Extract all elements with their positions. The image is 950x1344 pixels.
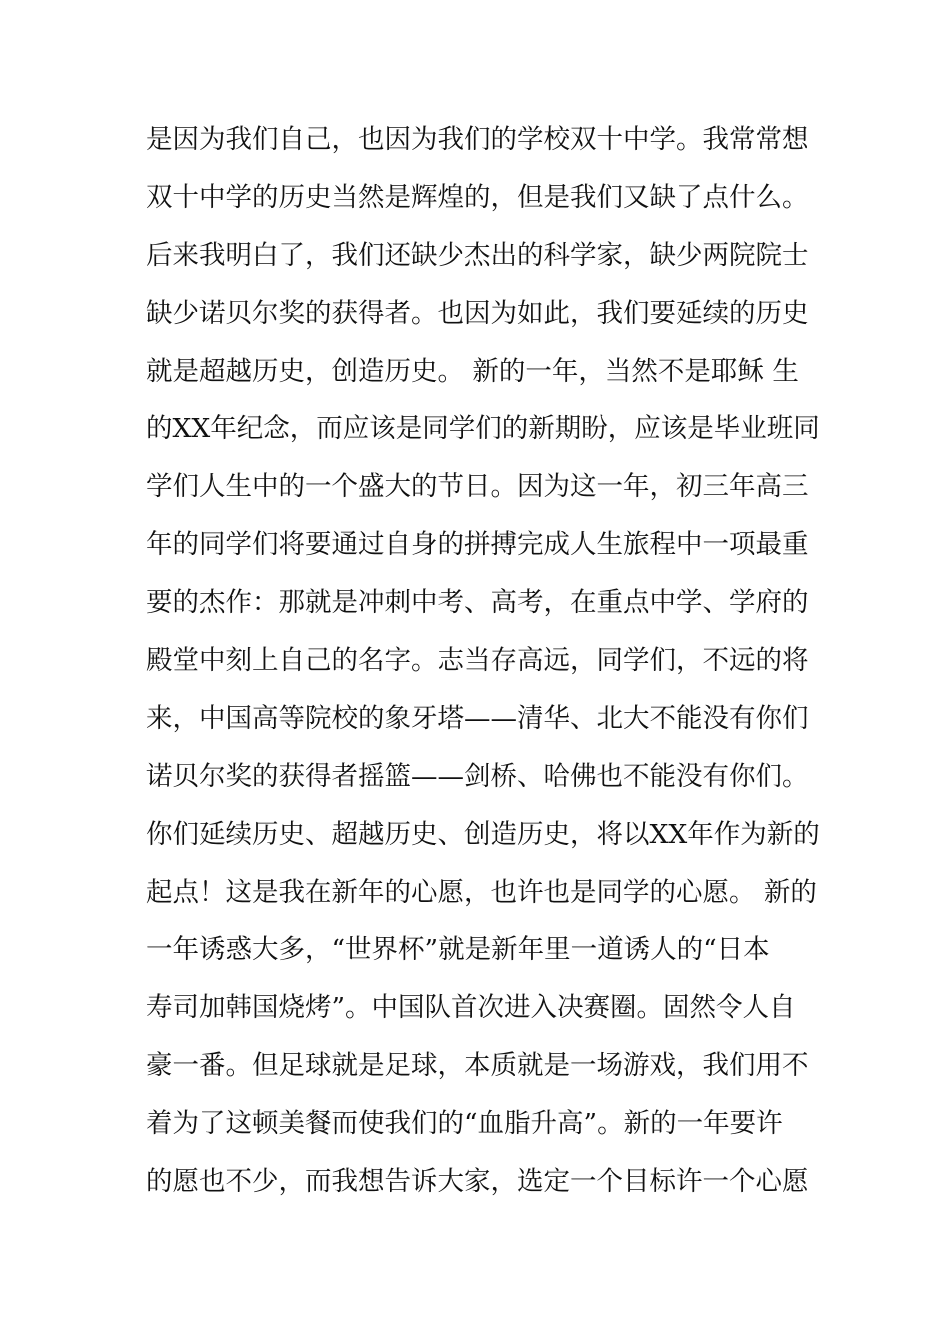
text-line: 一年诱惑大多，“世界杯”就是新年里一道诱人的“日本 xyxy=(146,934,770,966)
text-line: 诺贝尔奖的获得者摇篮——剑桥、哈佛也不能没有你们。 xyxy=(146,760,809,792)
text-line: 寿司加韩国烧烤”。中国队首次进入决赛圈。固然令人自 xyxy=(146,992,796,1024)
text-line: 是因为我们自己，也因为我们的学校双十中学。我常常想 xyxy=(146,124,809,155)
text-line: 年的同学们将要通过自身的拼搏完成人生旅程中一项最重 xyxy=(146,529,809,561)
text-line: 的愿也不少，而我想告诉大家，选定一个目标许一个心愿 xyxy=(146,1166,809,1198)
text-line: 起点！这是我在新年的心愿，也许也是同学的心愿。 新的 xyxy=(146,876,817,908)
text-line: 双十中学的历史当然是辉煌的，但是我们又缺了点什么。 xyxy=(146,181,809,213)
text-line: 你们延续历史、超越历史、创造历史，将以XX年作为新的 xyxy=(146,818,820,850)
body-text xyxy=(146,118,820,1218)
text-line: 来，中国高等院校的象牙塔——清华、北大不能没有你们 xyxy=(146,702,809,734)
text-line: 的XX年纪念，而应该是同学们的新期盼，应该是毕业班同 xyxy=(146,413,820,445)
text-line: 缺少诺贝尔奖的获得者。也因为如此，我们要延续的历史 xyxy=(146,297,809,329)
text-line: 后来我明白了，我们还缺少杰出的科学家，缺少两院院士 xyxy=(146,239,809,271)
text-line: 就是超越历史，创造历史。 新的一年，当然不是耶稣 生 xyxy=(146,355,799,387)
text-line: 豪一番。但足球就是足球，本质就是一场游戏，我们用不 xyxy=(146,1050,809,1082)
text-line: 着为了这顿美餐而使我们的“血脂升高”。新的一年要许 xyxy=(146,1108,783,1140)
text-line: 要的杰作：那就是冲刺中考、高考，在重点中学、学府的 xyxy=(146,587,809,619)
text-line: 学们人生中的一个盛大的节日。因为这一年，初三年高三 xyxy=(146,471,809,503)
text-line: 殿堂中刻上自己的名字。志当存高远，同学们，不远的将 xyxy=(146,645,809,677)
